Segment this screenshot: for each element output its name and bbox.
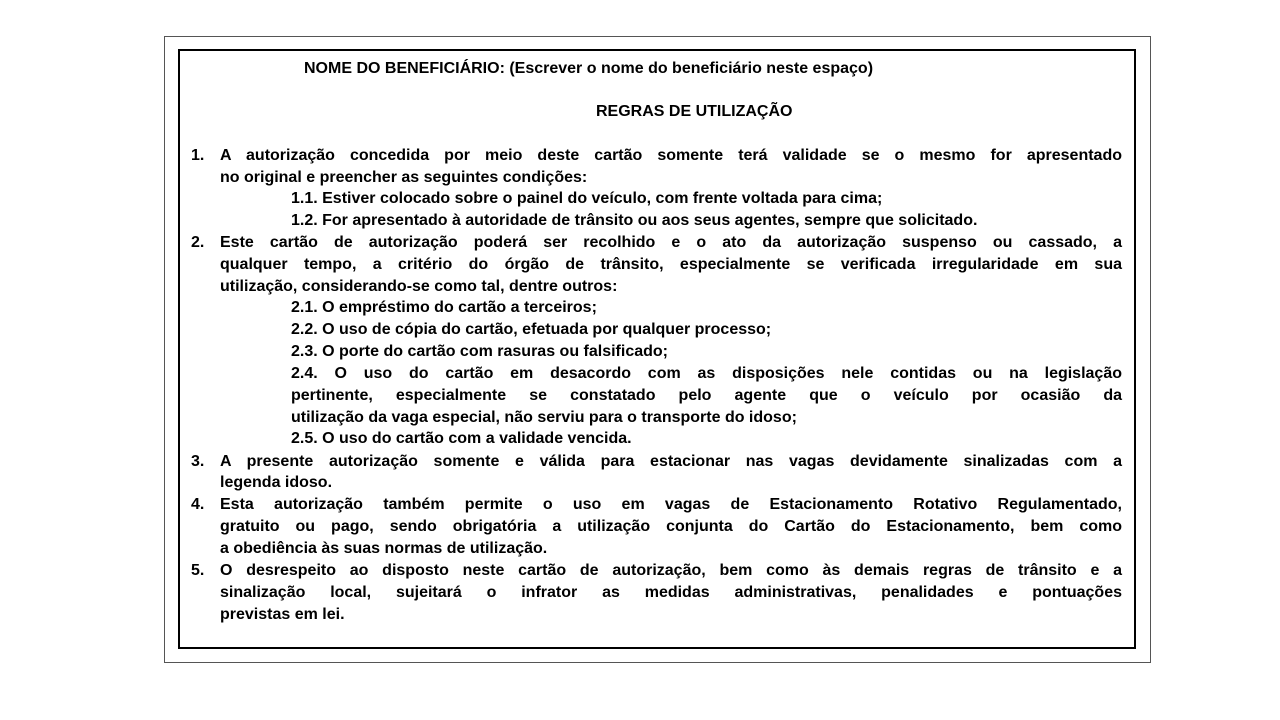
rule-4-number: 4. [191, 496, 205, 513]
rule-1-number: 1. [191, 147, 205, 164]
rule-2-line-3: utilização, considerando-se como tal, dentre outros: [220, 278, 618, 295]
rule-1-line-1: A autorização concedida por meio deste cartão somente terá validade se o mesmo for apresentado [220, 147, 1122, 164]
rule-2-line-1: Este cartão de autorização poderá ser recolhido e o ato da autorização suspenso ou cassado, a [220, 234, 1122, 251]
rule-3-line-2: legenda idoso. [220, 474, 333, 491]
rule-2-1-text: 2.1. O empréstimo do cartão a terceiros; [291, 299, 597, 316]
rule-2-4-line-2: pertinente, especialmente se constatado pelo agente que o veículo por ocasião da [291, 387, 1122, 404]
rule-1-2-text: 1.2. For apresentado à autoridade de trânsito ou aos seus agentes, sempre que solicitado. [291, 212, 978, 229]
rule-5-number: 5. [191, 562, 205, 579]
rule-4-line-1: Esta autorização também permite o uso em vagas de Estacionamento Rotativo Regulamentado, [220, 496, 1122, 513]
rule-3-line-1: A presente autorização somente e válida para estacionar nas vagas devidamente sinalizadas com a [220, 453, 1122, 470]
beneficiary-heading: NOME DO BENEFICIÁRIO: (Escrever o nome do beneficiário neste espaço) [304, 60, 874, 77]
rule-2-3-text: 2.3. O porte do cartão com rasuras ou falsificado; [291, 343, 668, 360]
rule-5-line-1: O desrespeito ao disposto neste cartão de autorização, bem como às demais regras de trânsito e a [220, 562, 1122, 579]
rule-2-line-2: qualquer tempo, a critério do órgão de trânsito, especialmente se verificada irregularidade em sua [220, 256, 1122, 273]
rule-4-line-2: gratuito ou pago, sendo obrigatória a utilização conjunta do Cartão do Estacionamento, bem como [220, 518, 1122, 535]
rule-1-line-2: no original e preencher as seguintes condições: [220, 169, 588, 186]
rule-2-4-line-3: utilização da vaga especial, não serviu para o transporte do idoso; [291, 409, 797, 426]
rule-1-1-text: 1.1. Estiver colocado sobre o painel do veículo, com frente voltada para cima; [291, 190, 883, 207]
rule-2-number: 2. [191, 234, 205, 251]
rule-5-line-3: previstas em lei. [220, 606, 345, 623]
rule-3-number: 3. [191, 453, 205, 470]
rule-2-4-line-1: 2.4. O uso do cartão em desacordo com as disposições nele contidas ou na legislação [291, 365, 1122, 382]
rule-2-2-text: 2.2. O uso de cópia do cartão, efetuada por qualquer processo; [291, 321, 772, 338]
rules-title: REGRAS DE UTILIZAÇÃO [596, 103, 793, 120]
rule-2-5-text: 2.5. O uso do cartão com a validade vencida. [291, 430, 632, 447]
rule-5-line-2: sinalização local, sujeitará o infrator as medidas administrativas, penalidades e pontuações [220, 584, 1122, 601]
rule-4-line-3: a obediência às suas normas de utilização. [220, 540, 548, 557]
